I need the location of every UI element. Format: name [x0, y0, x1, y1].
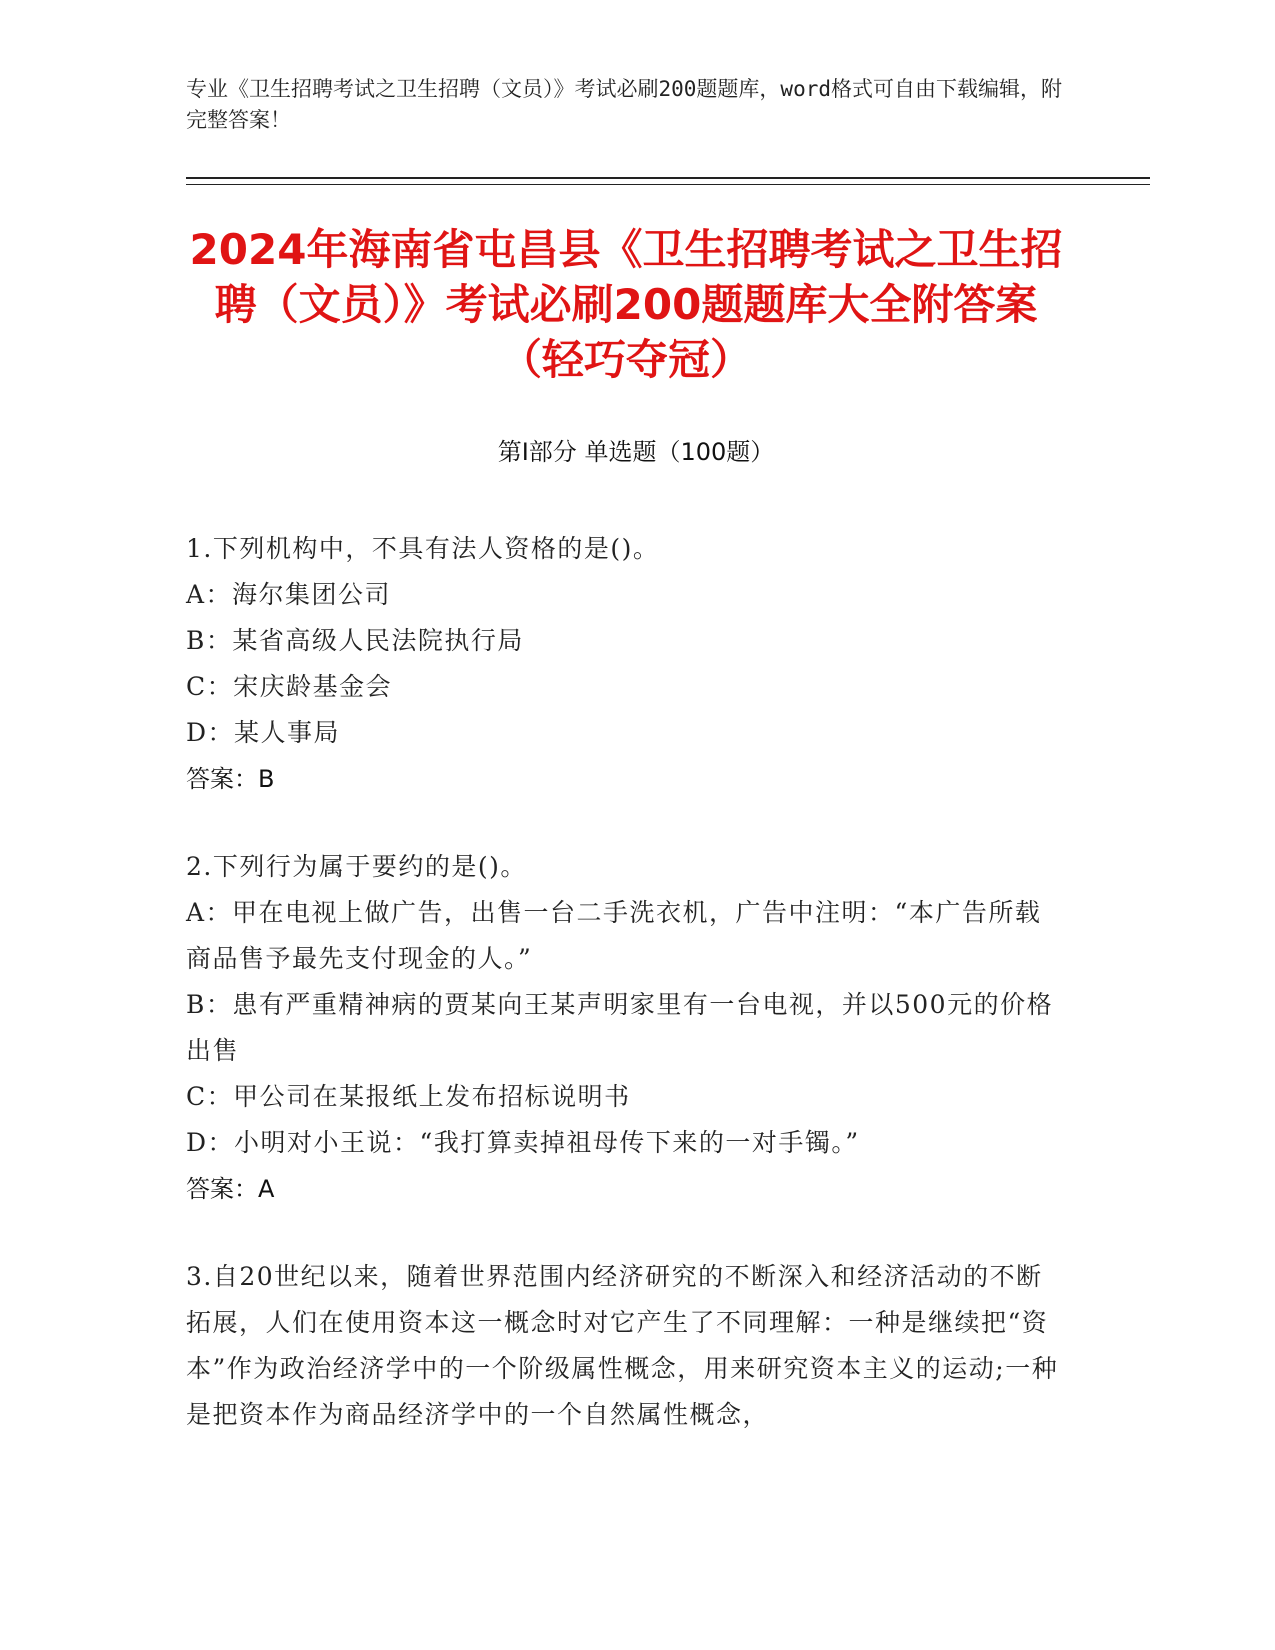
- document-title: 2024年海南省屯昌县《卫生招聘考试之卫生招聘（文员）》考试必刷200题题库大全附答案（轻巧夺冠）: [189, 225, 1063, 384]
- question-1: [186, 526, 1066, 802]
- answer: 答案：A: [186, 1175, 275, 1203]
- header-note: 专业《卫生招聘考试之卫生招聘（文员）》考试必刷200题题库，word格式可自由下载编辑，附完整答案！: [186, 77, 1062, 132]
- question-2: [186, 844, 1066, 1212]
- option-a: A：甲在电视上做广告，出售一台二手洗衣机，广告中注明：“本广告所载商品售予最先支付现金的人。”: [186, 898, 1042, 973]
- question-list: [186, 526, 1066, 1480]
- option-a: A：海尔集团公司: [186, 580, 392, 609]
- question-stem: 2.下列行为属于要约的是()。: [186, 852, 527, 881]
- option-c: C：甲公司在某报纸上发布招标说明书: [186, 1082, 631, 1111]
- option-b: B：某省高级人民法院执行局: [186, 626, 524, 655]
- option-d: D：小明对小王说：“我打算卖掉祖母传下来的一对手镯。”: [186, 1128, 860, 1157]
- option-b: B：患有严重精神病的贾某向王某声明家里有一台电视，并以500元的价格出售: [186, 990, 1054, 1065]
- option-d: D：某人事局: [186, 718, 341, 747]
- header-divider-thin: [186, 184, 1150, 185]
- header-divider-thick: [186, 177, 1150, 179]
- question-stem: 1.下列机构中，不具有法人资格的是()。: [186, 534, 660, 563]
- option-c: C：宋庆龄基金会: [186, 672, 393, 701]
- question-3: [186, 1254, 1066, 1438]
- answer: 答案：B: [186, 765, 275, 793]
- question-stem: 3.自20世纪以来，随着世界范围内经济研究的不断深入和经济活动的不断拓展，人们在使用资本这一概念时对它产生了不同理解：一种是继续把“资本”作为政治经济学中的一个阶级属性概念，用来研究资本主义的运动;一种是把资本作为商品经济学中的一个自然属性概念，: [186, 1262, 1059, 1429]
- section-heading: 第Ⅰ部分 单选题（100题）: [497, 438, 775, 466]
